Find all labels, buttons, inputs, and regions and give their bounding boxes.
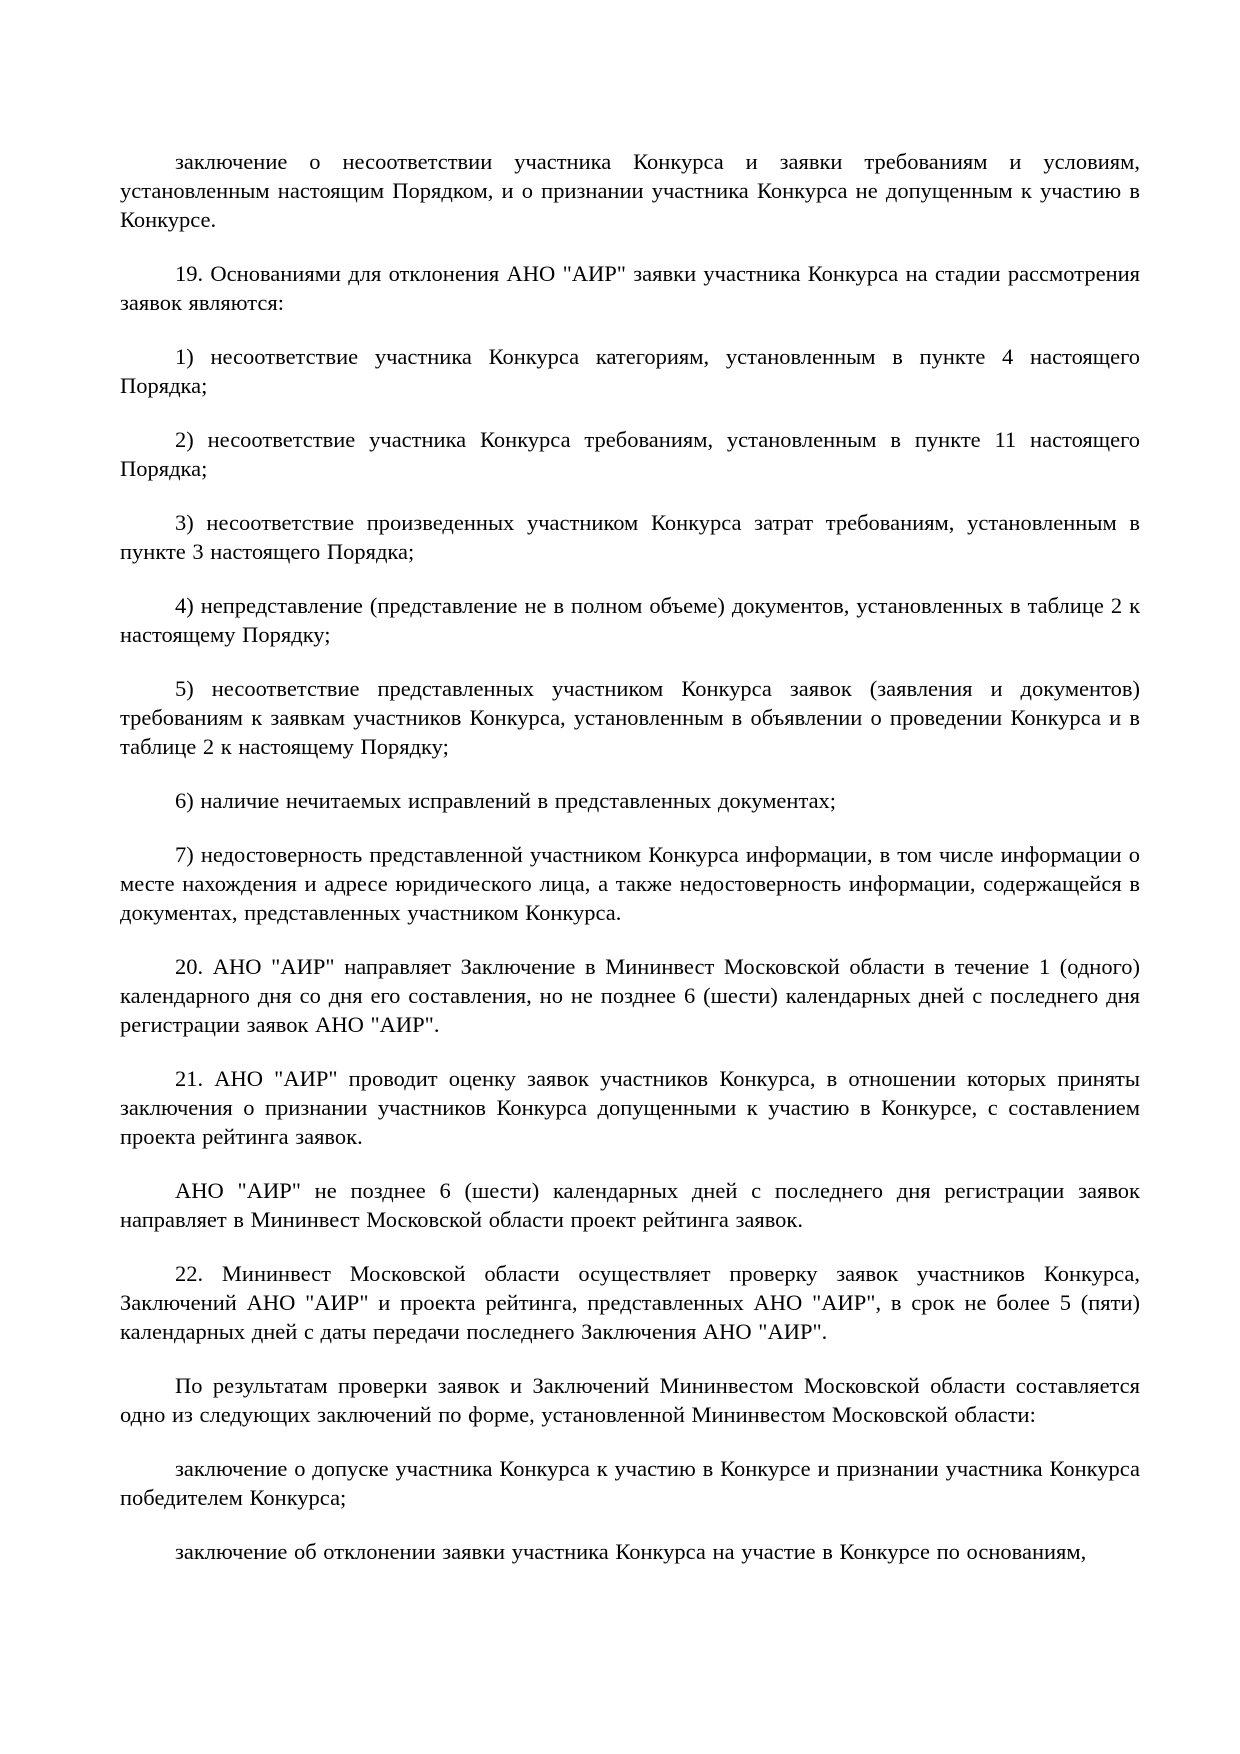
paragraph: 5) несоответствие представленных участником Конкурса заявок (заявления и документов) требованиям к заявкам участников Конкурса, установленным в объявлении о проведении Конкурса и в таблице 2 к настоящему Порядку;: [120, 676, 1140, 759]
paragraph: заключение о несоответствии участника Конкурса и заявки требованиям и условиям, установленным настоящим Порядком, и о признании участника Конкурса не допущенным к участию в Конкурсе.: [120, 149, 1140, 232]
paragraph: 2) несоответствие участника Конкурса требованиям, установленным в пункте 11 настоящего Порядка;: [120, 427, 1140, 481]
paragraph: По результатам проверки заявок и Заключений Мининвестом Московской области составляется одно из следующих заключений по форме, установленной Мининвестом Московской области:: [120, 1373, 1140, 1427]
document-body: [120, 147, 1140, 1566]
paragraph: 19. Основаниями для отклонения АНО "АИР" заявки участника Конкурса на стадии рассмотрения заявок являются:: [120, 261, 1140, 315]
paragraph: 6) наличие нечитаемых исправлений в представленных документах;: [175, 788, 837, 813]
paragraph: 7) недостоверность представленной участником Конкурса информации, в том числе информации о месте нахождения и адресе юридического лица, а также недостоверность информации, содержащейся в документах, представленных участником Конкурса.: [120, 842, 1140, 925]
paragraph: 1) несоответствие участника Конкурса категориям, установленным в пункте 4 настоящего Порядка;: [120, 344, 1140, 398]
paragraph: АНО "АИР" не позднее 6 (шести) календарных дней с последнего дня регистрации заявок направляет в Мининвест Московской области проект рейтинга заявок.: [120, 1178, 1140, 1232]
paragraph: 4) непредставление (представление не в полном объеме) документов, установленных в таблице 2 к настоящему Порядку;: [120, 593, 1140, 647]
paragraph: 21. АНО "АИР" проводит оценку заявок участников Конкурса, в отношении которых приняты заключения о признании участников Конкурса допущенными к участию в Конкурсе, с составлением проекта рейтинга заявок.: [120, 1066, 1140, 1149]
paragraph: 22. Мининвест Московской области осуществляет проверку заявок участников Конкурса, Заключений АНО "АИР" и проекта рейтинга, представленных АНО "АИР", в срок не более 5 (пяти) календарных дней с даты передачи последнего Заключения АНО "АИР".: [120, 1261, 1140, 1344]
paragraph: 3) несоответствие произведенных участником Конкурса затрат требованиям, установленным в пункте 3 настоящего Порядка;: [120, 510, 1140, 564]
paragraph: заключение об отклонении заявки участника Конкурса на участие в Конкурсе по основаниям,: [175, 1539, 1087, 1564]
paragraph: заключение о допуске участника Конкурса к участию в Конкурсе и признании участника Конкурса победителем Конкурса;: [120, 1456, 1140, 1510]
paragraph: 20. АНО "АИР" направляет Заключение в Мининвест Московской области в течение 1 (одного) календарного дня со дня его составления, но не позднее 6 (шести) календарных дней с последнего дня регистрации заявок АНО "АИР".: [120, 954, 1140, 1037]
